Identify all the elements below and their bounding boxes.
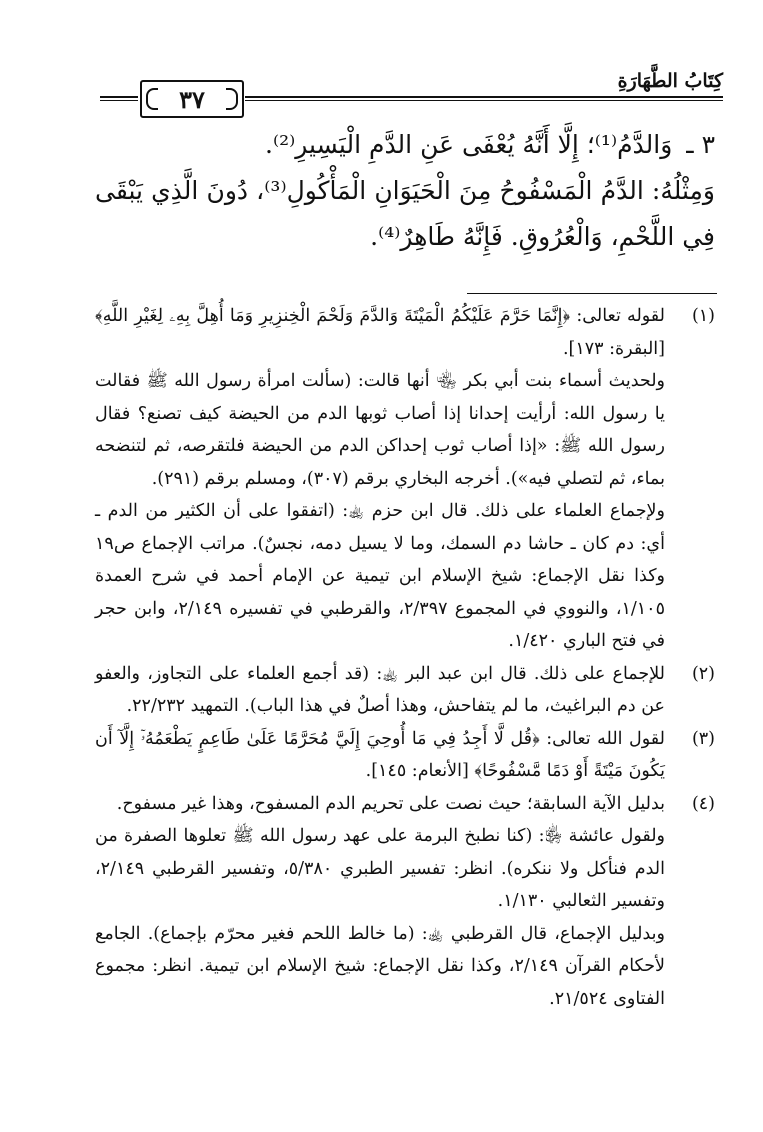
footnote-2 — [95, 658, 715, 723]
footnote-1 — [95, 300, 715, 658]
footnote-body — [95, 788, 665, 1016]
footnote-paragraph: ولإجماع العلماء على ذلك. قال ابن حزم ﵀: (اتفقوا على أن الكثير من الدم ـ أي: دم كان ـ حاشا دم السمك، وما لا يسيل دمه، نجسٌ). مراتب الإجماع ص١٩ وكذا نقل الإجماع: شيخ الإسلام ابن تيمية عن الإمام أحمد في شرح العمدة ١/١٠٥، والنووي في المجموع ٢/٣٩٧، والقرطبي في تفسيره ٢/١٤٩، وابن حجر في فتح الباري ١/٤٢٠. — [95, 501, 665, 651]
footnotes — [95, 300, 715, 1015]
page-header — [40, 70, 723, 114]
footnote-number: (٤) — [691, 793, 715, 814]
footnote-body — [95, 300, 665, 658]
page-number-frame — [140, 80, 244, 118]
main-text — [95, 122, 715, 260]
footnote-body — [95, 658, 665, 723]
footnote-paragraph: للإجماع على ذلك. قال ابن عبد البر ﵀: (قد أجمع العلماء على التجاوز، والعفو عن دم البراغيث، ما لم يتفاحش، وهذا أصلٌ في هذا الباب). التمهيد ٢٢/٢٣٢. — [95, 663, 666, 716]
footnote-number: (٢) — [691, 663, 715, 684]
item-number: ٣ ـ — [686, 130, 715, 159]
footnote-paragraph: ولقول عائشة ﵂: (كنا نطبخ البرمة على عهد رسول الله ﷺ تعلوها الصفرة من الدم فنأكل ولا ننكره). انظر: تفسير الطبري ٥/٣٨٠، وتفسير القرطبي ٢/١٤٩، وتفسير الثعالبي ١/١٣٠. — [95, 826, 665, 911]
footnote-3 — [95, 723, 715, 788]
item-text: وَالدَّمُ⁽¹⁾؛ إِلَّا أَنَّهُ يُعْفَى عَنِ الدَّمِ الْيَسِيرِ⁽²⁾. — [265, 130, 673, 159]
footnote-paragraph: لقول الله تعالى: ﴿قُل لَّا أَجِدُ فِي مَا أُوحِيَ إِلَيَّ مُحَرَّمًا عَلَىٰ طَاعِمٍ يَطْعَمُهُۥٓ إِلَّآ أَن يَكُونَ مَيْتَةً أَوْ دَمًا مَّسْفُوحًا﴾ [الأنعام: ١٤٥]. — [95, 728, 665, 781]
footnote-number: (١) — [691, 306, 715, 326]
footnote-paragraph: ولحديث أسماء بنت أبي بكر ﵄ أنها قالت: (سألت امرأة رسول الله ﷺ فقالت يا رسول الله: أرأيت إحدانا إذا أصاب ثوبها الدم من الحيضة كيف تصنع؟ فقال رسول الله ﷺ: «إذا أصاب ثوب إحداكن الدم من الحيضة فلتقرصه، ثم لتنضحه بماء، ثم لتصلي فيه»). أخرجه البخاري برقم (٣٠٧)، ومسلم برقم (٢٩١). — [95, 371, 665, 489]
footnote-4 — [95, 788, 715, 1016]
footnote-divider — [467, 293, 717, 294]
footnote-body — [95, 723, 665, 788]
page-number: ٣٧ — [179, 84, 205, 114]
footnote-paragraph: وبدليل الإجماع، قال القرطبي ﵀: (ما خالط اللحم فغير محرّم بإجماع). الجامع لأحكام القرآن ٢/١٤٩، وكذا نقل الإجماع: شيخ الإسلام ابن تيمية. انظر: مجموع الفتاوى ٢١/٥٢٤. — [95, 923, 665, 1009]
main-item — [95, 122, 715, 168]
footnote-paragraph: لقوله تعالى: ﴿إِنَّمَا حَرَّمَ عَلَيْكُمُ الْمَيْتَةَ وَالدَّمَ وَلَحْمَ الْخِنزِيرِ وَمَا أُهِلَّ بِهِۦ لِغَيْرِ اللَّهِ﴾ [البقرة: ١٧٣]. — [95, 306, 665, 359]
header-left-rule — [100, 96, 138, 101]
chapter-title: كِتَابُ الطَّهَارَةِ — [617, 70, 723, 92]
footnote-number: (٣) — [691, 728, 715, 749]
main-paragraph: وَمِثْلُهُ: الدَّمُ الْمَسْفُوحُ مِنَ الْحَيَوَانِ الْمَأْكُولِ⁽³⁾، دُونَ الَّذِي يَبْقَى فِي اللَّحْمِ، وَالْعُرُوقِ. فَإِنَّهُ طَاهِرٌ⁽⁴⁾. — [95, 176, 716, 251]
header-rule — [245, 96, 723, 101]
footnote-paragraph: بدليل الآية السابقة؛ حيث نصت على تحريم الدم المسفوح، وهذا غير مسفوح. — [116, 793, 665, 814]
